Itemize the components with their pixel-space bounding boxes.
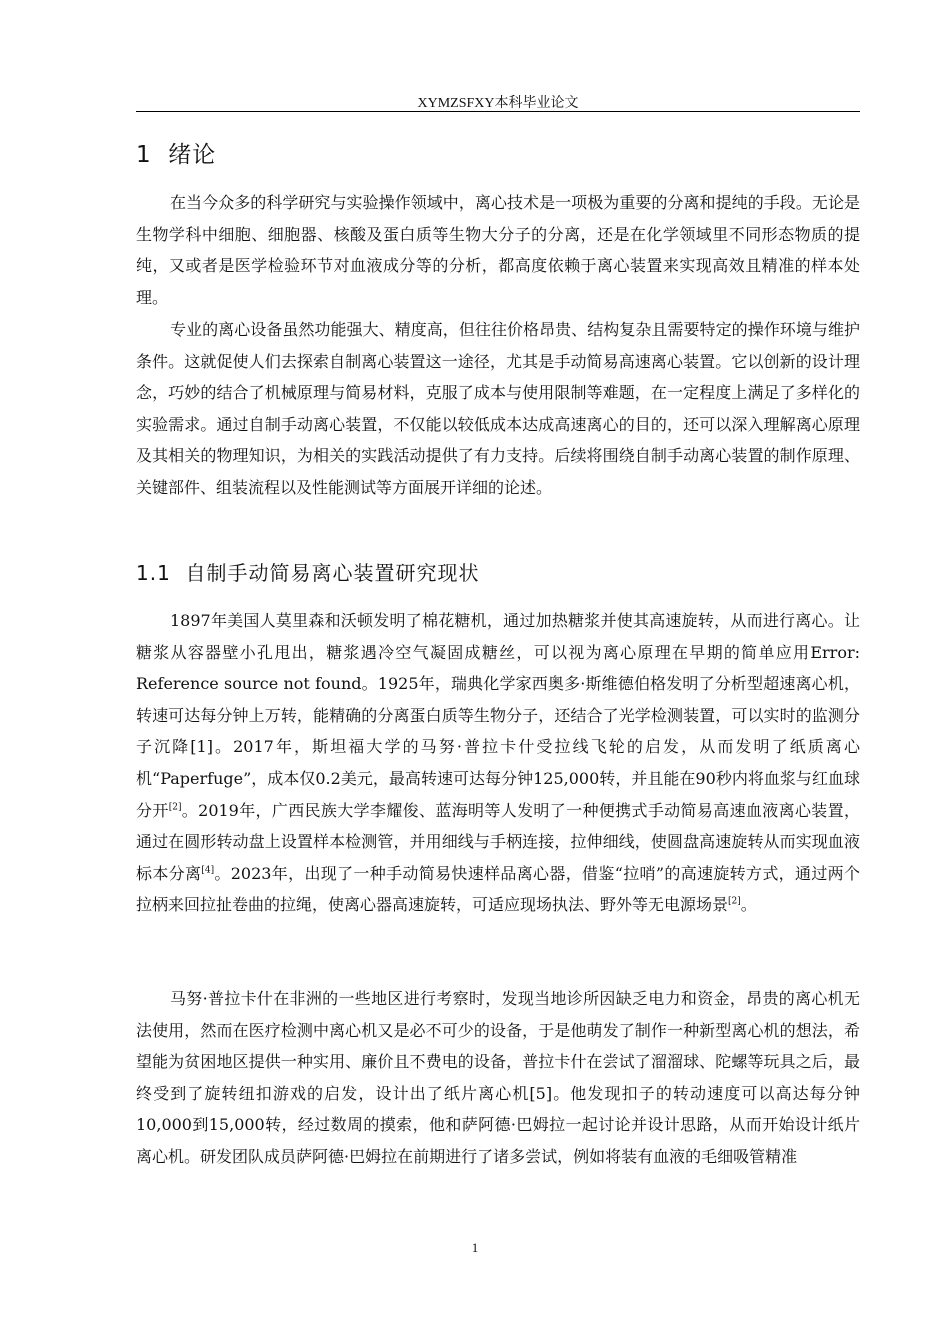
paragraph-intro-1: 在当今众多的科学研究与实验操作领域中，离心技术是一项极为重要的分离和提纯的手段。无论是生物学科中细胞、细胞器、核酸及蛋白质等生物大分子的分离，还是在化学领域里不同形态物质的提纯，又或者是医学检验环节对血液成分等的分析，都高度依赖于离心装置来实现高效且精准的样本处理。 (136, 193, 860, 307)
running-header: XYMZSFXY本科毕业论文 (417, 96, 579, 111)
history-text-b: 。2019年，广西民族大学李耀俊、蓝海明等人发明了一种便携式手动简易高速血液离心装置，通过在圆形转动盘上设置样本检测管，并用细线与手柄连接，拉伸细线，使圆盘高速旋转从而实现血液标本分离 (136, 800, 860, 883)
section-title: 自制手动简易离心装置研究现状 (185, 561, 480, 585)
paragraph-history (136, 605, 860, 921)
history-text-a: 1897年美国人莫里森和沃顿发明了棉花糖机，通过加热糖浆并使其高速旋转，从而进行离心。让糖浆从容器壁小孔甩出，糖浆遇冷空气凝固成糖丝，可以视为离心原理在早期的简单应用Error: Reference source not found。1925年，瑞典化学家西奥多·斯维德伯格发明了分析型超速离心机，转速可达每分钟上万转，能精确的分离蛋白质等生物分子，还结合了光学检测装置，可以实时的监测分子沉降[1]。2017年，斯坦福大学的马努·普拉卡什受拉线飞轮的启发，从而发明了纸质离心机“Paperfuge”，成本仅0.2美元，最高转速可达每分钟125,000转，并且能在90秒内将血浆与红血球分开 (136, 611, 860, 820)
chapter-title: 绪论 (168, 142, 217, 168)
chapter-number: 1 (136, 142, 152, 168)
section-heading (136, 557, 480, 586)
history-text-c: 。2023年，出现了一种手动简易快速样品离心器，借鉴“拉哨”的高速旋转方式，通过两个拉柄来回拉扯卷曲的拉绳，使离心器高速旋转，可适应现场执法、野外等无电源场景 (136, 863, 860, 915)
citation-2: [2] (168, 802, 182, 813)
citation-4: [4] (201, 865, 215, 876)
page-number: 1 (471, 1240, 479, 1255)
history-text-d: 。 (740, 895, 757, 915)
section-number: 1.1 (136, 561, 171, 585)
chapter-heading (136, 136, 216, 169)
paragraph-intro-2: 专业的离心设备虽然功能强大、精度高，但往往价格昂贵、结构复杂且需要特定的操作环境与维护条件。这就促使人们去探索自制离心装置这一途径，尤其是手动简易高速离心装置。它以创新的设计理念，巧妙的结合了机械原理与简易材料，克服了成本与使用限制等难题，在一定程度上满足了多样化的实验需求。通过自制手动离心装置，不仅能以较低成本达成高速离心的目的，还可以深入理解离心原理及其相关的物理知识，为相关的实践活动提供了有力支持。后续将围绕自制手动离心装置的制作原理、关键部件、组装流程以及性能测试等方面展开详细的论述。 (136, 320, 860, 497)
paragraph-prakash: 马努·普拉卡什在非洲的一些地区进行考察时，发现当地诊所因缺乏电力和资金，昂贵的离心机无法使用，然而在医疗检测中离心机又是必不可少的设备，于是他萌发了制作一种新型离心机的想法，希望能为贫困地区提供一种实用、廉价且不费电的设备，普拉卡什在尝试了溜溜球、陀螺等玩具之后，最终受到了旋转纽扣游戏的启发，设计出了纸片离心机[5]。他发现扣子的转动速度可以高达每分钟10,000到15,000转，经过数周的摸索，他和萨阿德·巴姆拉一起讨论并设计思路，从而开始设计纸片离心机。研发团队成员萨阿德·巴姆拉在前期进行了诸多尝试，例如将装有血液的毛细吸管精准 (136, 989, 860, 1166)
citation-2b: [2] (728, 897, 741, 908)
header-rule (136, 111, 860, 112)
